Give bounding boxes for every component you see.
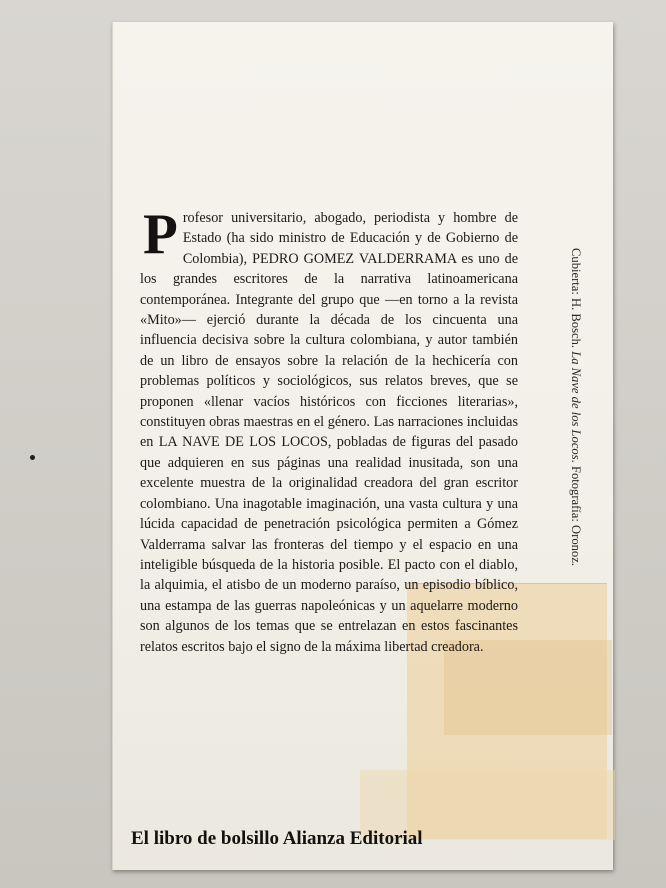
drop-cap: P	[143, 203, 178, 266]
credit-suffix: . Fotografía: Oronoz.	[569, 459, 583, 566]
credit-title: La Nave de los Locos	[569, 351, 583, 460]
cover-credit	[563, 248, 583, 618]
blurb-body: rofesor universitario, abogado, periodista y hombre de Estado (ha sido ministro de Educación y de Gobierno de Colombia), PEDRO GOMEZ VALDERRAMA es uno de los grandes escritores de la narrativa latinoamericana contemporánea. Integrante del grupo que —en torno a la revista «Mito»— ejerció durante la década de los cincuenta una influencia decisiva sobre la cultura colombiana, y autor también de un libro de ensayos sobre la relación de la hechicería con problemas políticos y sociológicos, sus relatos breves, que se proponen «llenar vacíos históricos con ficciones literarias», constituyen obras maestras en el género. Las narraciones incluidas en LA NAVE DE LOS LOCOS, pobladas de figuras del pasado que adquieren en sus páginas una realidad inusitada, son una excelente muestra de la originalidad creadora del gran escritor colombiano. Una inagotable imaginación, una vasta cultura y una lúcida capacidad de penetración psicológica permiten a Gómez Valderrama salvar las fronteras del tiempo y el espacio en una inteligible búsqueda de la historia posible. El pacto con el diablo, la alquimia, el atisbo de un moderno paraíso, un episodio bíblico, una estampa de las guerras napoleónicas y un aquelarre moderno son algunos de los temas que se entrelazan en estos fascinantes relatos escritos bajo el signo de la máxima libertad creadora.	[140, 210, 518, 655]
credit-prefix: Cubierta: H. Bosch.	[569, 248, 583, 352]
blurb-text	[140, 203, 518, 657]
publisher-imprint: El libro de bolsillo Alianza Editorial	[131, 828, 423, 849]
dust-speck	[30, 455, 35, 460]
